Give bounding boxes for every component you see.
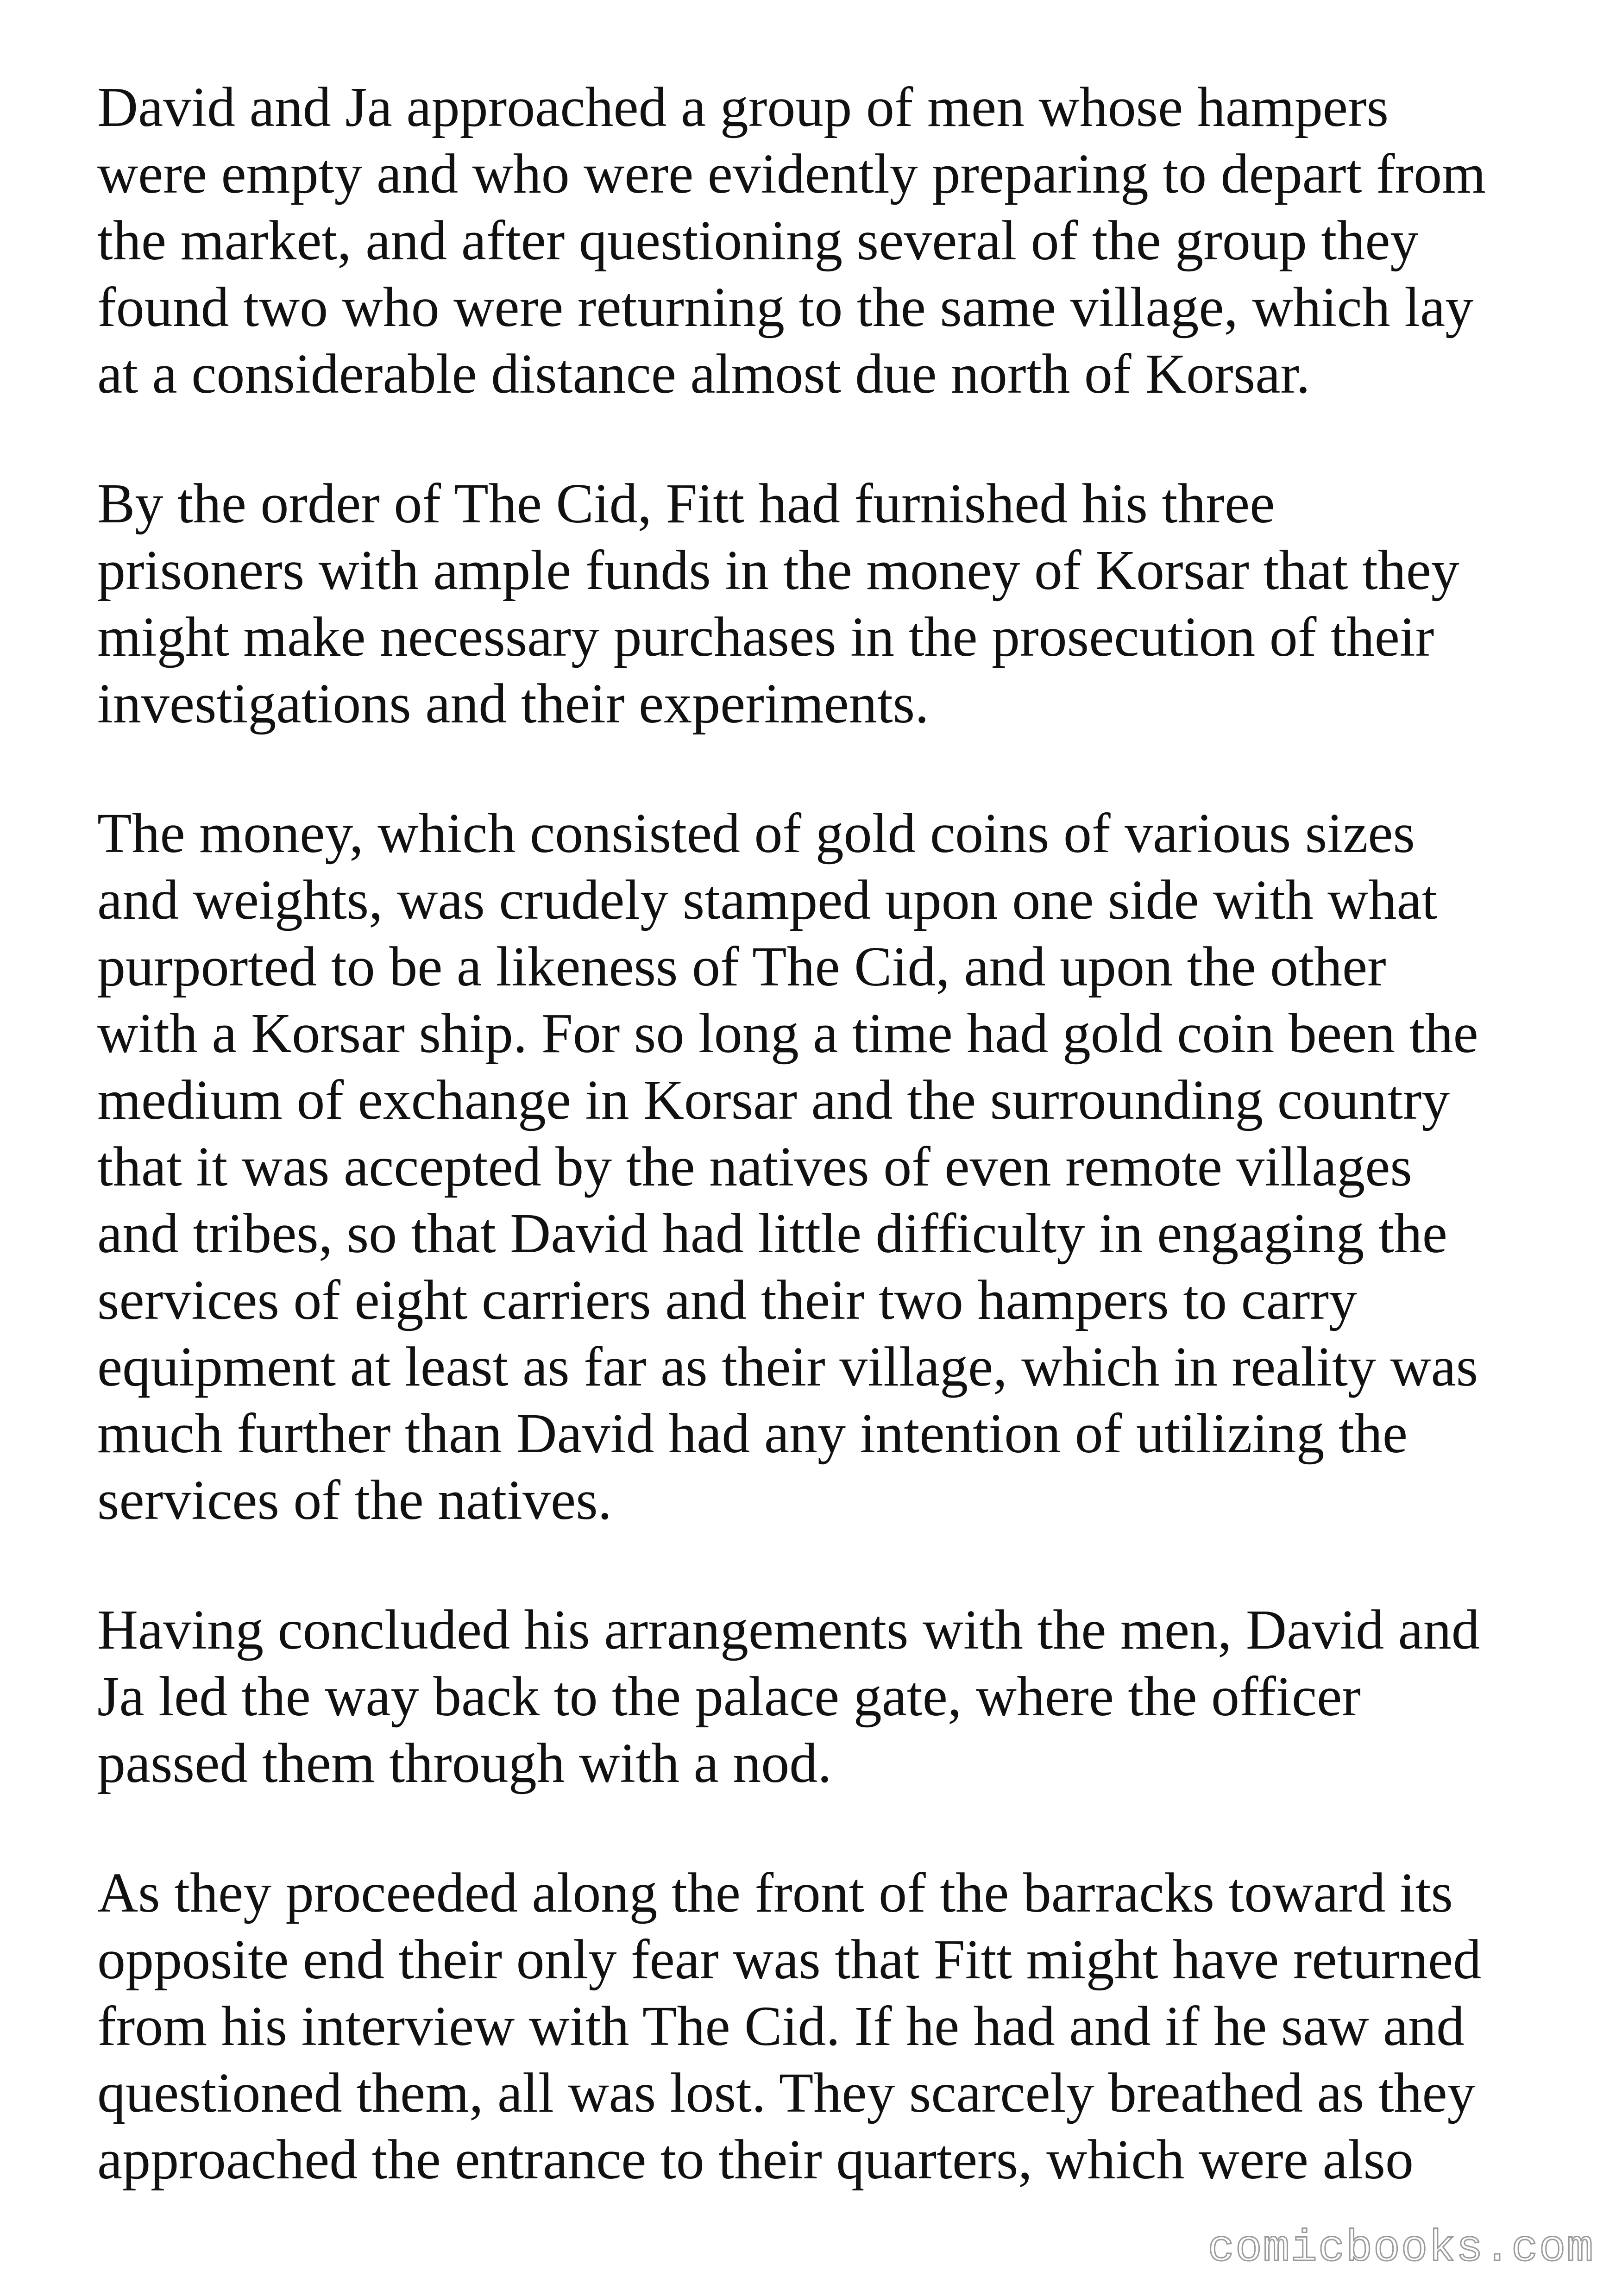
text-line: Ja led the way back to the palace gate, where the officer (97, 1665, 1361, 1728)
text-line: approached the entrance to their quarters, which were also (97, 2128, 1414, 2191)
text-line: The money, which consisted of gold coins of various sizes (97, 802, 1415, 865)
text-line: David and Ja approached a group of men whose hampers (97, 76, 1389, 138)
text-line: found two who were returning to the same village, which lay (97, 276, 1474, 339)
text-line: passed them through with a nod. (97, 1732, 832, 1794)
text-line: questioned them, all was lost. They scarcely breathed as they (97, 2062, 1476, 2124)
text-line: much further than David had any intention of utilizing the (97, 1402, 1408, 1465)
text-line: services of eight carriers and their two hampers to carry (97, 1269, 1358, 1331)
text-line: at a considerable distance almost due north of Korsar. (97, 343, 1310, 405)
document-page (97, 74, 1533, 2256)
text-line: As they proceeded along the front of the barracks toward its (97, 1862, 1453, 1924)
text-line: might make necessary purchases in the prosecution of their (97, 606, 1434, 668)
text-line: investigations and their experiments. (97, 672, 929, 735)
text-line: and tribes, so that David had little difficulty in engaging the (97, 1202, 1447, 1265)
paragraph-4 (97, 1597, 1533, 1797)
text-line: By the order of The Cid, Fitt had furnished his three (97, 472, 1275, 535)
text-line: Having concluded his arrangements with the men, David and (97, 1599, 1480, 1661)
text-line: with a Korsar ship. For so long a time had gold coin been the (97, 1002, 1478, 1065)
text-line: and weights, was crudely stamped upon one side with what (97, 869, 1438, 931)
text-line: the market, and after questioning several of the group they (97, 209, 1419, 272)
text-line: medium of exchange in Korsar and the surrounding country (97, 1069, 1450, 1131)
text-line: from his interview with The Cid. If he had and if he saw and (97, 1995, 1465, 2058)
text-line: prisoners with ample funds in the money of Korsar that they (97, 539, 1459, 602)
paragraph-3 (97, 800, 1533, 1534)
paragraph-5 (97, 1860, 1533, 2193)
paragraph-1 (97, 74, 1533, 408)
paragraph-2 (97, 470, 1533, 737)
text-line: equipment at least as far as their village, which in reality was (97, 1336, 1478, 1398)
text-line: that it was accepted by the natives of even remote villages (97, 1135, 1412, 1198)
text-line: services of the natives. (97, 1469, 612, 1531)
text-line: purported to be a likeness of The Cid, and upon the other (97, 935, 1386, 998)
text-line: were empty and who were evidently preparing to depart from (97, 143, 1486, 205)
text-line: opposite end their only fear was that Fitt might have returned (97, 1928, 1482, 1991)
watermark: comicbooks.com (1207, 2223, 1594, 2274)
